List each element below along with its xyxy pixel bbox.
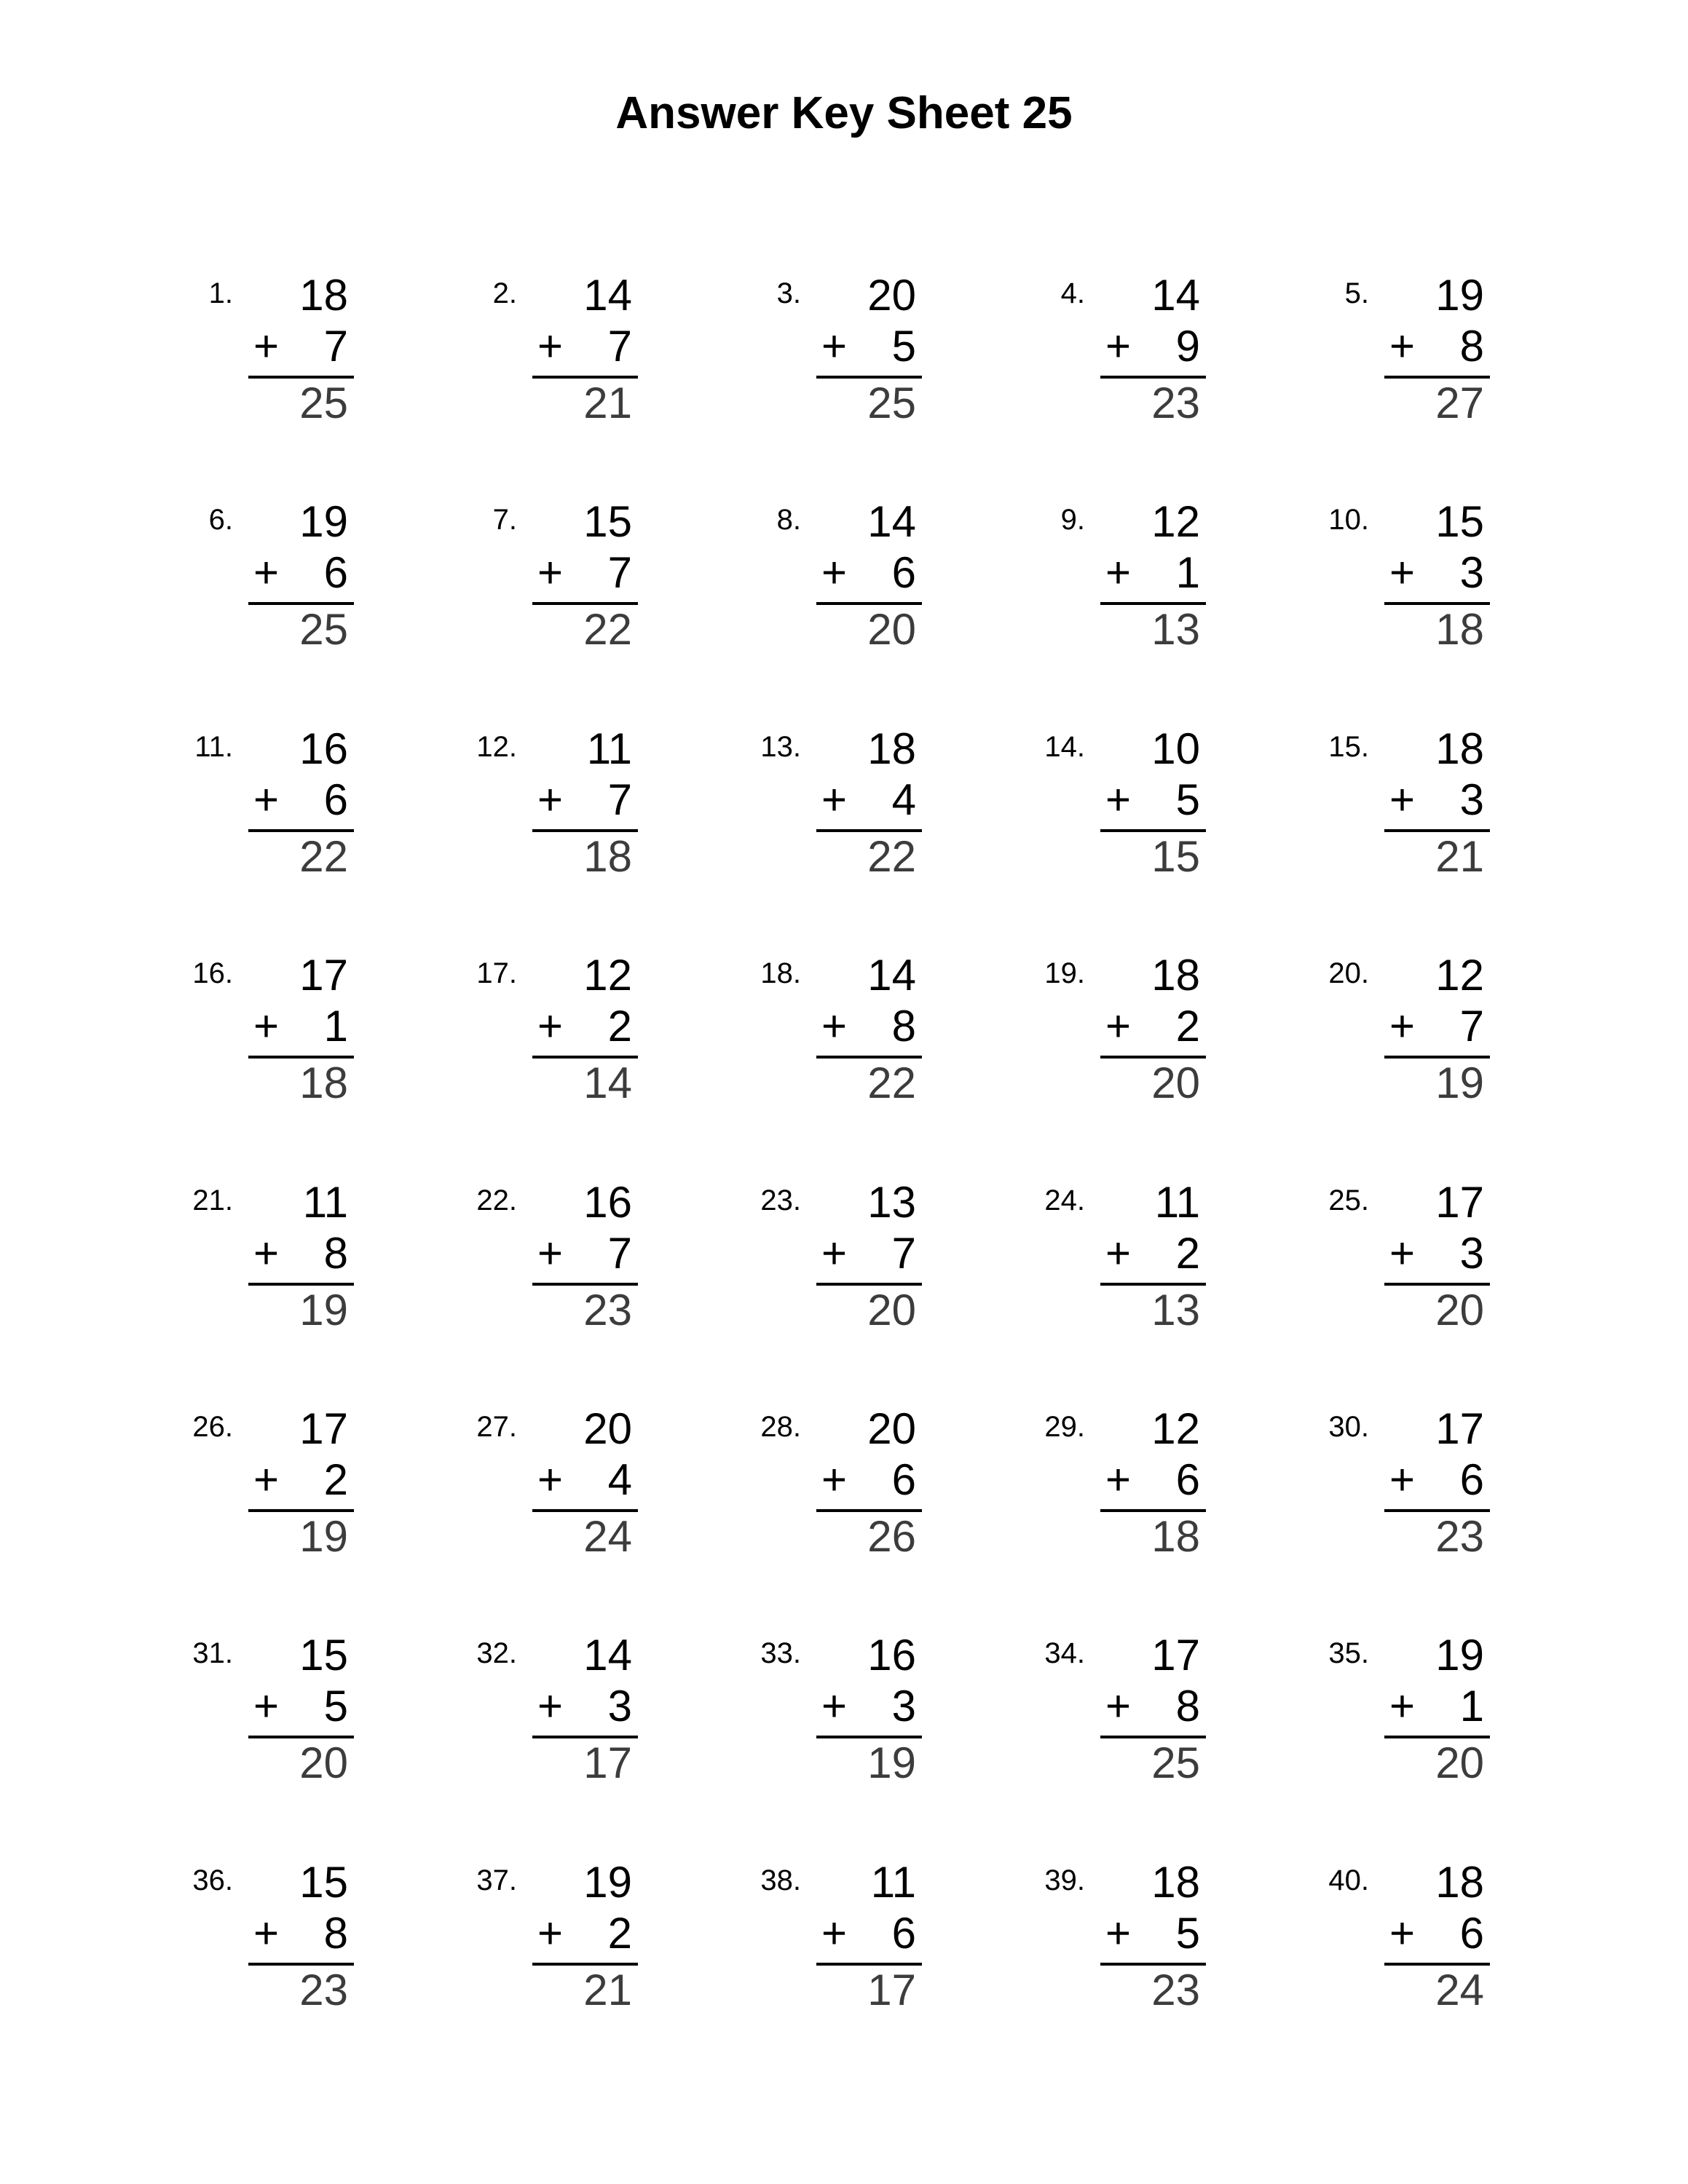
bottom-addend: 3 bbox=[607, 1682, 632, 1730]
top-addend: 17 bbox=[299, 951, 348, 1000]
plus-sign: + bbox=[253, 1909, 280, 1958]
top-addend: 12 bbox=[1151, 497, 1200, 546]
answer-value: 19 bbox=[299, 1286, 348, 1334]
plus-sign: + bbox=[1389, 1229, 1416, 1278]
problem-36 bbox=[181, 1856, 399, 2031]
problem-number: 24. bbox=[1044, 1184, 1085, 1216]
answer-value: 24 bbox=[1435, 1966, 1484, 2014]
plus-sign: + bbox=[537, 1002, 564, 1051]
answer-value: 14 bbox=[583, 1059, 632, 1107]
problem-17 bbox=[465, 949, 683, 1124]
plus-sign: + bbox=[537, 1682, 564, 1730]
bottom-addend: 7 bbox=[607, 548, 632, 597]
plus-sign: + bbox=[1389, 322, 1416, 371]
answer-value: 23 bbox=[1151, 379, 1200, 427]
top-addend: 19 bbox=[1435, 271, 1484, 320]
plus-sign: + bbox=[1105, 1682, 1132, 1730]
plus-sign: + bbox=[253, 1002, 280, 1051]
plus-sign: + bbox=[537, 1455, 564, 1504]
plus-sign: + bbox=[1105, 1229, 1132, 1278]
top-addend: 12 bbox=[1435, 951, 1484, 1000]
answer-value: 19 bbox=[1435, 1059, 1484, 1107]
plus-sign: + bbox=[253, 1455, 280, 1504]
problem-6 bbox=[181, 496, 399, 670]
bottom-addend: 3 bbox=[1459, 1229, 1484, 1278]
plus-sign: + bbox=[253, 1682, 280, 1730]
top-addend: 19 bbox=[1435, 1631, 1484, 1679]
problem-number: 32. bbox=[476, 1637, 517, 1669]
top-addend: 14 bbox=[867, 497, 916, 546]
top-addend: 11 bbox=[870, 1858, 916, 1907]
problem-33 bbox=[749, 1629, 967, 1804]
bottom-addend: 2 bbox=[323, 1455, 348, 1504]
problem-number: 21. bbox=[192, 1184, 233, 1216]
bottom-addend: 2 bbox=[607, 1909, 632, 1958]
problem-number: 34. bbox=[1044, 1637, 1085, 1669]
answer-value: 13 bbox=[1151, 1286, 1200, 1334]
top-addend: 18 bbox=[299, 271, 348, 320]
bottom-addend: 2 bbox=[1175, 1229, 1200, 1278]
bottom-addend: 6 bbox=[1459, 1909, 1484, 1958]
problem-7 bbox=[465, 496, 683, 670]
problem-26 bbox=[181, 1403, 399, 1578]
bottom-addend: 6 bbox=[1459, 1455, 1484, 1504]
bottom-addend: 4 bbox=[891, 775, 916, 824]
top-addend: 18 bbox=[1151, 1858, 1200, 1907]
top-addend: 20 bbox=[867, 271, 916, 320]
bottom-addend: 3 bbox=[1459, 548, 1484, 597]
problem-11 bbox=[181, 723, 399, 898]
problem-number: 28. bbox=[760, 1411, 801, 1443]
bottom-addend: 8 bbox=[1459, 322, 1484, 371]
problem-1 bbox=[181, 269, 399, 444]
bottom-addend: 6 bbox=[891, 1909, 916, 1958]
problem-number: 17. bbox=[476, 957, 517, 989]
problem-number: 23. bbox=[760, 1184, 801, 1216]
answer-value: 27 bbox=[1435, 379, 1484, 427]
answer-value: 20 bbox=[1151, 1059, 1200, 1107]
problem-number: 19. bbox=[1044, 957, 1085, 989]
bottom-addend: 6 bbox=[323, 775, 348, 824]
bottom-addend: 3 bbox=[1459, 775, 1484, 824]
bottom-addend: 6 bbox=[891, 548, 916, 597]
plus-sign: + bbox=[253, 1229, 280, 1278]
problem-22 bbox=[465, 1176, 683, 1351]
plus-sign: + bbox=[821, 1229, 848, 1278]
bottom-addend: 5 bbox=[1175, 1909, 1200, 1958]
problem-number: 37. bbox=[476, 1864, 517, 1896]
problem-number: 4. bbox=[1060, 277, 1085, 309]
bottom-addend: 5 bbox=[891, 322, 916, 371]
problem-number: 27. bbox=[476, 1411, 517, 1443]
answer-value: 18 bbox=[1151, 1512, 1200, 1561]
top-addend: 15 bbox=[299, 1631, 348, 1679]
problem-29 bbox=[1033, 1403, 1251, 1578]
bottom-addend: 8 bbox=[323, 1229, 348, 1278]
answer-value: 25 bbox=[1151, 1738, 1200, 1787]
problem-number: 18. bbox=[760, 957, 801, 989]
top-addend: 19 bbox=[299, 497, 348, 546]
plus-sign: + bbox=[821, 322, 848, 371]
problem-21 bbox=[181, 1176, 399, 1351]
answer-value: 23 bbox=[299, 1966, 348, 2014]
plus-sign: + bbox=[253, 322, 280, 371]
problem-number: 6. bbox=[208, 504, 233, 536]
problem-9 bbox=[1033, 496, 1251, 670]
top-addend: 11 bbox=[1154, 1178, 1200, 1227]
answer-value: 17 bbox=[867, 1966, 916, 2014]
bottom-addend: 6 bbox=[1175, 1455, 1200, 1504]
top-addend: 15 bbox=[583, 497, 632, 546]
plus-sign: + bbox=[1389, 1909, 1416, 1958]
problem-number: 29. bbox=[1044, 1411, 1085, 1443]
plus-sign: + bbox=[821, 1002, 848, 1051]
top-addend: 20 bbox=[867, 1404, 916, 1453]
problem-31 bbox=[181, 1629, 399, 1804]
problem-18 bbox=[749, 949, 967, 1124]
plus-sign: + bbox=[1389, 1455, 1416, 1504]
answer-value: 19 bbox=[867, 1738, 916, 1787]
problem-number: 20. bbox=[1328, 957, 1369, 989]
problem-20 bbox=[1317, 949, 1535, 1124]
plus-sign: + bbox=[1105, 1455, 1132, 1504]
problem-number: 1. bbox=[208, 277, 233, 309]
top-addend: 18 bbox=[1435, 724, 1484, 773]
bottom-addend: 7 bbox=[891, 1229, 916, 1278]
top-addend: 12 bbox=[583, 951, 632, 1000]
problem-37 bbox=[465, 1856, 683, 2031]
plus-sign: + bbox=[1389, 1002, 1416, 1051]
answer-value: 18 bbox=[299, 1059, 348, 1107]
bottom-addend: 6 bbox=[323, 548, 348, 597]
problem-14 bbox=[1033, 723, 1251, 898]
plus-sign: + bbox=[821, 1682, 848, 1730]
answer-value: 20 bbox=[299, 1738, 348, 1787]
problem-30 bbox=[1317, 1403, 1535, 1578]
bottom-addend: 8 bbox=[891, 1002, 916, 1051]
bottom-addend: 8 bbox=[323, 1909, 348, 1958]
answer-value: 17 bbox=[583, 1738, 632, 1787]
plus-sign: + bbox=[253, 775, 280, 824]
problem-27 bbox=[465, 1403, 683, 1578]
top-addend: 17 bbox=[1435, 1404, 1484, 1453]
problem-number: 39. bbox=[1044, 1864, 1085, 1896]
problem-24 bbox=[1033, 1176, 1251, 1351]
answer-value: 20 bbox=[867, 605, 916, 654]
answer-value: 22 bbox=[299, 832, 348, 881]
plus-sign: + bbox=[1105, 548, 1132, 597]
problem-number: 31. bbox=[192, 1637, 233, 1669]
plus-sign: + bbox=[821, 1455, 848, 1504]
answer-value: 22 bbox=[583, 605, 632, 654]
answer-value: 21 bbox=[583, 379, 632, 427]
top-addend: 20 bbox=[583, 1404, 632, 1453]
bottom-addend: 3 bbox=[891, 1682, 916, 1730]
problem-number: 3. bbox=[776, 277, 801, 309]
problem-number: 25. bbox=[1328, 1184, 1369, 1216]
problem-number: 35. bbox=[1328, 1637, 1369, 1669]
problem-number: 10. bbox=[1328, 504, 1369, 536]
problem-35 bbox=[1317, 1629, 1535, 1804]
top-addend: 16 bbox=[867, 1631, 916, 1679]
bottom-addend: 1 bbox=[1175, 548, 1200, 597]
plus-sign: + bbox=[537, 548, 564, 597]
problem-number: 7. bbox=[492, 504, 517, 536]
bottom-addend: 7 bbox=[607, 322, 632, 371]
bottom-addend: 7 bbox=[607, 775, 632, 824]
problem-number: 30. bbox=[1328, 1411, 1369, 1443]
problem-4 bbox=[1033, 269, 1251, 444]
top-addend: 18 bbox=[1151, 951, 1200, 1000]
plus-sign: + bbox=[537, 1229, 564, 1278]
plus-sign: + bbox=[1389, 1682, 1416, 1730]
problem-8 bbox=[749, 496, 967, 670]
plus-sign: + bbox=[821, 548, 848, 597]
answer-value: 15 bbox=[1151, 832, 1200, 881]
problem-number: 15. bbox=[1328, 731, 1369, 763]
problem-number: 8. bbox=[776, 504, 801, 536]
answer-value: 23 bbox=[583, 1286, 632, 1334]
answer-value: 25 bbox=[299, 605, 348, 654]
answer-value: 20 bbox=[1435, 1738, 1484, 1787]
top-addend: 11 bbox=[586, 724, 632, 773]
problem-number: 16. bbox=[192, 957, 233, 989]
answer-value: 13 bbox=[1151, 605, 1200, 654]
plus-sign: + bbox=[537, 1909, 564, 1958]
problem-number: 26. bbox=[192, 1411, 233, 1443]
plus-sign: + bbox=[537, 775, 564, 824]
problem-28 bbox=[749, 1403, 967, 1578]
problem-number: 9. bbox=[1060, 504, 1085, 536]
bottom-addend: 5 bbox=[323, 1682, 348, 1730]
top-addend: 18 bbox=[867, 724, 916, 773]
plus-sign: + bbox=[1389, 775, 1416, 824]
problem-25 bbox=[1317, 1176, 1535, 1351]
problem-number: 11. bbox=[194, 731, 233, 763]
problem-number: 38. bbox=[760, 1864, 801, 1896]
problem-40 bbox=[1317, 1856, 1535, 2031]
top-addend: 14 bbox=[583, 271, 632, 320]
bottom-addend: 1 bbox=[1459, 1682, 1484, 1730]
top-addend: 14 bbox=[867, 951, 916, 1000]
problem-10 bbox=[1317, 496, 1535, 670]
problem-2 bbox=[465, 269, 683, 444]
problem-13 bbox=[749, 723, 967, 898]
problem-15 bbox=[1317, 723, 1535, 898]
bottom-addend: 5 bbox=[1175, 775, 1200, 824]
bottom-addend: 6 bbox=[891, 1455, 916, 1504]
answer-value: 22 bbox=[867, 832, 916, 881]
page-title: Answer Key Sheet 25 bbox=[615, 88, 1073, 138]
answer-value: 25 bbox=[867, 379, 916, 427]
top-addend: 17 bbox=[1435, 1178, 1484, 1227]
problem-number: 13. bbox=[760, 731, 801, 763]
top-addend: 17 bbox=[299, 1404, 348, 1453]
answer-value: 26 bbox=[867, 1512, 916, 1561]
top-addend: 13 bbox=[867, 1178, 916, 1227]
problem-number: 14. bbox=[1044, 731, 1085, 763]
top-addend: 19 bbox=[583, 1858, 632, 1907]
plus-sign: + bbox=[253, 548, 280, 597]
bottom-addend: 4 bbox=[607, 1455, 632, 1504]
bottom-addend: 2 bbox=[607, 1002, 632, 1051]
answer-value: 21 bbox=[583, 1966, 632, 2014]
problem-number: 2. bbox=[492, 277, 517, 309]
bottom-addend: 9 bbox=[1175, 322, 1200, 371]
problem-39 bbox=[1033, 1856, 1251, 2031]
problem-19 bbox=[1033, 949, 1251, 1124]
problem-12 bbox=[465, 723, 683, 898]
top-addend: 14 bbox=[1151, 271, 1200, 320]
plus-sign: + bbox=[821, 775, 848, 824]
top-addend: 18 bbox=[1435, 1858, 1484, 1907]
problem-16 bbox=[181, 949, 399, 1124]
problem-number: 5. bbox=[1344, 277, 1369, 309]
answer-value: 18 bbox=[583, 832, 632, 881]
answer-value: 22 bbox=[867, 1059, 916, 1107]
problem-34 bbox=[1033, 1629, 1251, 1804]
problem-3 bbox=[749, 269, 967, 444]
answer-value: 23 bbox=[1435, 1512, 1484, 1561]
problem-23 bbox=[749, 1176, 967, 1351]
plus-sign: + bbox=[1389, 548, 1416, 597]
top-addend: 14 bbox=[583, 1631, 632, 1679]
bottom-addend: 2 bbox=[1175, 1002, 1200, 1051]
problem-number: 36. bbox=[192, 1864, 233, 1896]
answer-value: 18 bbox=[1435, 605, 1484, 654]
problem-number: 12. bbox=[476, 731, 517, 763]
top-addend: 17 bbox=[1151, 1631, 1200, 1679]
problem-38 bbox=[749, 1856, 967, 2031]
problem-5 bbox=[1317, 269, 1535, 444]
plus-sign: + bbox=[1105, 1909, 1132, 1958]
top-addend: 16 bbox=[583, 1178, 632, 1227]
problem-number: 22. bbox=[476, 1184, 517, 1216]
top-addend: 12 bbox=[1151, 1404, 1200, 1453]
bottom-addend: 1 bbox=[323, 1002, 348, 1051]
answer-value: 21 bbox=[1435, 832, 1484, 881]
answer-value: 20 bbox=[867, 1286, 916, 1334]
problem-number: 40. bbox=[1328, 1864, 1369, 1896]
plus-sign: + bbox=[1105, 775, 1132, 824]
plus-sign: + bbox=[1105, 322, 1132, 371]
answer-value: 24 bbox=[583, 1512, 632, 1561]
answer-value: 23 bbox=[1151, 1966, 1200, 2014]
plus-sign: + bbox=[1105, 1002, 1132, 1051]
problem-32 bbox=[465, 1629, 683, 1804]
top-addend: 11 bbox=[302, 1178, 348, 1227]
top-addend: 10 bbox=[1151, 724, 1200, 773]
bottom-addend: 7 bbox=[607, 1229, 632, 1278]
bottom-addend: 7 bbox=[323, 322, 348, 371]
plus-sign: + bbox=[537, 322, 564, 371]
problem-number: 33. bbox=[760, 1637, 801, 1669]
answer-value: 20 bbox=[1435, 1286, 1484, 1334]
answer-value: 19 bbox=[299, 1512, 348, 1561]
top-addend: 15 bbox=[1435, 497, 1484, 546]
answer-value: 25 bbox=[299, 379, 348, 427]
plus-sign: + bbox=[821, 1909, 848, 1958]
top-addend: 15 bbox=[299, 1858, 348, 1907]
bottom-addend: 7 bbox=[1459, 1002, 1484, 1051]
top-addend: 16 bbox=[299, 724, 348, 773]
bottom-addend: 8 bbox=[1175, 1682, 1200, 1730]
